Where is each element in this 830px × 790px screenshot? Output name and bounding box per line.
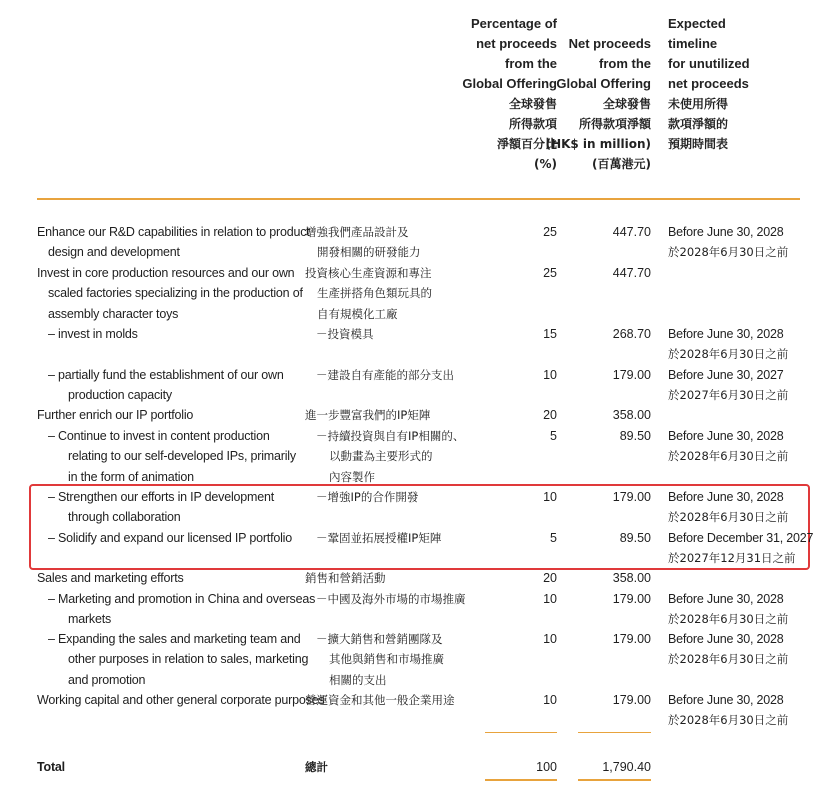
row-description-en: – Marketing and promotion in China and overseas: [48, 592, 316, 606]
header-pct-zh-line: 淨額百分比: [496, 137, 557, 151]
row-description-en: – Expanding the sales and marketing team and: [48, 632, 301, 646]
row-timeline: Before June 30, 2027: [668, 368, 784, 382]
header-net-zh-line: (百萬港元): [592, 157, 651, 171]
row-timeline: Before December 31, 2027: [668, 531, 814, 545]
row-timeline: Before June 30, 2028: [668, 693, 784, 707]
row-timeline: Before June 30, 2028: [668, 632, 784, 646]
row-description-en: – partially fund the establishment of our own: [48, 368, 284, 382]
header-time-zh-line: 預期時間表: [668, 137, 729, 151]
row-description-en: scaled factories specializing in the production of: [48, 286, 303, 301]
header-net-proceeds: [540, 34, 651, 174]
header-pct-zh-line: 全球發售: [508, 97, 557, 111]
row-timeline: Before June 30, 2028: [668, 490, 784, 504]
row-timeline: 於2028年6月30日之前: [668, 510, 789, 525]
row-timeline: 於2027年6月30日之前: [668, 388, 789, 403]
row-percentage: 10: [543, 632, 557, 646]
row-description-en: relating to our self-developed IPs, primarily: [68, 449, 296, 464]
row-description-zh: 營運資金和其他一般企業用途: [305, 693, 455, 707]
header-time-zh-line: 未使用所得: [668, 97, 729, 111]
header-pct-en-line: Percentage of: [471, 16, 557, 31]
row-description-zh: 相關的支出: [329, 672, 387, 687]
header-net-zh-line: 所得款項淨額: [578, 117, 651, 131]
row-timeline: 於2028年6月30日之前: [668, 449, 789, 464]
row-description-zh: －建設自有產能的部分支出: [316, 368, 454, 382]
row-timeline: Before June 30, 2028: [668, 592, 784, 606]
header-net-en-line: from the: [599, 56, 651, 71]
header-net-en-line: Global Offering: [556, 76, 651, 91]
row-net-proceeds: 179.00: [612, 490, 651, 504]
header-time-en-line: net proceeds: [668, 76, 749, 91]
row-description-zh: 生產拼搭角色類玩具的: [317, 286, 432, 301]
header-expected-timeline: [668, 14, 818, 154]
row-description-en: – Continue to invest in content production: [48, 429, 270, 443]
row-timeline: 於2028年6月30日之前: [668, 713, 789, 728]
row-timeline: Before June 30, 2028: [668, 429, 784, 443]
row-percentage: 5: [550, 429, 557, 443]
subtotal-rule-pct: [485, 732, 557, 733]
row-description-zh: －中國及海外市場的市場推廣: [316, 592, 466, 606]
row-net-proceeds: 447.70: [612, 225, 651, 239]
row-description-zh: 自有規模化工廠: [317, 306, 398, 321]
header-time-en-line: for unutilized: [668, 56, 750, 71]
header-rule: [37, 198, 800, 200]
header-pct-zh-line: 所得款項: [508, 117, 557, 131]
total-label-en: Total: [37, 760, 65, 774]
row-timeline: Before June 30, 2028: [668, 327, 784, 341]
row-net-proceeds: 179.00: [612, 693, 651, 707]
row-percentage: 15: [543, 327, 557, 341]
row-description-zh: 其他與銷售和市場推廣: [329, 652, 444, 667]
row-percentage: 5: [550, 531, 557, 545]
row-net-proceeds: 447.70: [612, 266, 651, 280]
row-net-proceeds: 179.00: [612, 632, 651, 646]
row-timeline: 於2028年6月30日之前: [668, 612, 789, 627]
row-description-en: design and development: [48, 245, 180, 260]
row-description-en: Further enrich our IP portfolio: [37, 408, 194, 422]
header-pct-en-line: Global Offering: [462, 76, 557, 91]
row-description-en: other purposes in relation to sales, marketing: [68, 652, 309, 667]
total-rule-pct: [485, 779, 557, 781]
row-net-proceeds: 89.50: [619, 531, 651, 545]
row-description-zh: 進一步豐富我們的IP矩陣: [305, 408, 431, 422]
row-percentage: 25: [543, 266, 557, 280]
row-percentage: 25: [543, 225, 557, 239]
row-description-zh: 增強我們產品設計及: [305, 225, 409, 239]
row-description-en: assembly character toys: [48, 306, 179, 321]
row-description-en: Enhance our R&D capabilities in relation to product: [37, 225, 310, 239]
row-net-proceeds: 268.70: [612, 327, 651, 341]
row-description-zh: 投資核心生產資源和專注: [305, 266, 432, 280]
header-pct-zh-line: (%): [534, 157, 557, 171]
row-description-zh: 開發相關的研發能力: [317, 245, 421, 260]
row-percentage: 20: [543, 571, 557, 585]
row-description-en: – Solidify and expand our licensed IP portfolio: [48, 531, 293, 545]
row-percentage: 10: [543, 693, 557, 707]
row-description-zh: 銷售和營銷活動: [305, 571, 386, 585]
row-description-en: in the form of animation: [68, 469, 194, 484]
row-net-proceeds: 179.00: [612, 592, 651, 606]
row-description-zh: 內容製作: [329, 469, 375, 484]
header-net-zh-line: 全球發售: [602, 97, 651, 111]
row-description-en: and promotion: [68, 672, 146, 687]
row-net-proceeds: 358.00: [612, 408, 651, 422]
total-rule-net: [578, 779, 651, 781]
row-percentage: 20: [543, 408, 557, 422]
row-description-zh: －投資模具: [316, 327, 374, 341]
row-description-en: Invest in core production resources and our own: [37, 266, 295, 280]
row-percentage: 10: [543, 592, 557, 606]
row-net-proceeds: 89.50: [619, 429, 651, 443]
row-description-zh: －增強IP的合作開發: [316, 490, 419, 504]
row-description-en: Sales and marketing efforts: [37, 571, 184, 585]
subtotal-rule-net: [578, 732, 651, 733]
header-pct-en-line: from the: [505, 56, 557, 71]
row-net-proceeds: 358.00: [612, 571, 651, 585]
row-description-en: production capacity: [68, 388, 172, 403]
row-description-en: markets: [68, 612, 112, 627]
total-percentage: 100: [536, 760, 557, 774]
row-description-en: – Strengthen our efforts in IP development: [48, 490, 275, 504]
row-description-zh: －擴大銷售和營銷團隊及: [316, 632, 443, 646]
row-percentage: 10: [543, 368, 557, 382]
row-net-proceeds: 179.00: [612, 368, 651, 382]
total-net-proceeds: 1,790.40: [602, 760, 651, 774]
row-description-en: Working capital and other general corporate purposes: [37, 693, 325, 707]
header-time-en-line: timeline: [668, 36, 718, 51]
row-percentage: 10: [543, 490, 557, 504]
row-timeline: 於2028年6月30日之前: [668, 245, 789, 260]
row-description-zh: －持續投資與自有IP相關的、: [316, 429, 465, 443]
row-description-zh: 以動畫為主要形式的: [329, 449, 433, 464]
row-timeline: Before June 30, 2028: [668, 225, 784, 239]
row-timeline: 於2028年6月30日之前: [668, 652, 789, 667]
row-timeline: 於2027年12月31日之前: [668, 551, 796, 566]
header-pct-en-line: net proceeds: [476, 36, 557, 51]
row-description-en: – invest in molds: [48, 327, 138, 341]
row-description-en: through collaboration: [68, 510, 181, 525]
header-net-zh-line: (HK$ in million): [545, 137, 651, 151]
header-time-zh-line: 款項淨額的: [668, 117, 729, 131]
header-net-en-line: Net proceeds: [568, 36, 651, 51]
row-timeline: 於2028年6月30日之前: [668, 347, 789, 362]
total-label-zh: 總計: [305, 760, 328, 774]
row-description-zh: －鞏固並拓展授權IP矩陣: [316, 531, 442, 545]
header-time-en-line: Expected: [668, 16, 726, 31]
